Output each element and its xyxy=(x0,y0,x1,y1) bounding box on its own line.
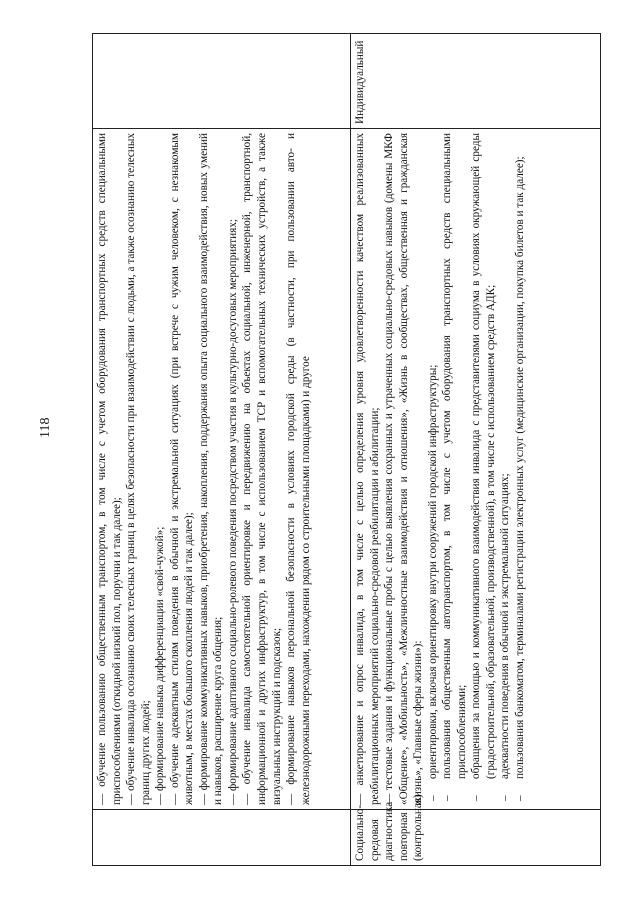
sub-list-item-text: адекватности поведения в обычной и экстремальной ситуациях; xyxy=(499,473,512,779)
list-item: — обучение адекватным стилям поведения в обычной и экстремальной ситуациях (при встрече с чужим человеком, с незнакомым животным, в местах большого скопления людей и так далее); xyxy=(168,133,196,805)
sub-list-item-text: пользования общественным автотранспортом, в том числе с учетом оборудования транспортных средств специальными приспособлениями; xyxy=(441,133,468,779)
stage-cell xyxy=(351,794,601,866)
sub-list-item xyxy=(440,133,469,805)
table-row xyxy=(93,34,351,866)
sub-list-item xyxy=(513,133,528,805)
stage-cell xyxy=(93,810,351,866)
dash-marker: – xyxy=(514,795,527,801)
list-item: — обучение инвалида самостоятельной ориентировке и передвижению на объектах социальной, инженерной, транспортной, информационной и других инфраструктур, в том числе с использованием ТСР и вспомогательных технических устройств, а также визуальных инструкций и подсказок; xyxy=(241,133,283,805)
list-item: — тестовые задания и функциональные пробы с целью выявления сохранных и утраченных социально-средовых навыков (домены МКФ «Общение», «Мобильность», «Межличностные взаимодействия и отношения», «Жизнь в сообществах, общественная и гражданская жизнь», «Главные сферы жизни»): xyxy=(383,133,425,805)
sub-list-item xyxy=(426,133,441,805)
sub-list-item xyxy=(498,133,513,805)
list-item: — формирование адаптивного социально-ролевого поведения посредством участия в культурно-досуговых мероприятиях; xyxy=(226,218,239,805)
rehabilitation-table xyxy=(92,33,601,866)
dash-marker: – xyxy=(499,795,512,801)
sub-list-item xyxy=(469,133,498,805)
list-item: — обучение пользованию общественным транспортом, в том числе с учетом оборудования транспортных средств специальными приспособлениями (откидной низкий пол, поручни и так далее); xyxy=(96,133,123,805)
dash-marker: – xyxy=(470,795,483,801)
list-item: — анкетирование и опрос инвалида, в том числе с целью определения уровня удовлетворенности качеством реализованных реабилитационных мероприятий социально-средовой реабилитации и абилитации; xyxy=(354,133,381,805)
type-cell xyxy=(93,34,351,129)
list-item: — обучение инвалида осознанию своих телесных границ в целях безопасности при взаимодействии с людьми, а также осознанию телесных границ других людей; xyxy=(125,133,152,805)
list-item: — формирование навыка дифференциации «свой-чужой»; xyxy=(154,526,167,805)
rotated-page-content xyxy=(92,34,600,866)
type-label: Индивидуальный xyxy=(354,40,366,124)
list-item: — формирование коммуникативных навыков, приобретения, накопления, поддержания опыта социального взаимодействия, новых умений и навыков, расширение круга общения; xyxy=(197,133,225,805)
dash-marker: – xyxy=(441,795,454,801)
table-row xyxy=(351,34,601,866)
list-item: — формирование навыков персональной безопасности в условиях городской среды (в частности, при пользовании авто- и железнодорожными переходами, нахождении рядом со строительными площадками) и другое xyxy=(285,133,312,805)
content-cell xyxy=(93,129,351,810)
dash-marker: – xyxy=(426,795,439,801)
page-number: 118 xyxy=(38,417,53,438)
sub-list-item-text: ориентировки, включая ориентировку внутри сооружений городской инфраструктуры; xyxy=(426,364,439,779)
type-cell xyxy=(351,34,601,129)
content-cell xyxy=(351,129,601,810)
stage-label: Социально-средовая диагностика повторная (контрольная) xyxy=(354,794,425,861)
sub-list-item-text: пользования банкоматом, терминалами регистрации электронных услуг (медицинские организации, покупка билетов и так далее); xyxy=(514,156,527,779)
sub-list-item-text: обращения за помощью и коммуникативного взаимодействия инвалида с представителями социума в условиях окружающей среды (градостроительной, образовательной, производственной), в том числе с использованием средств АДК; xyxy=(470,133,497,779)
